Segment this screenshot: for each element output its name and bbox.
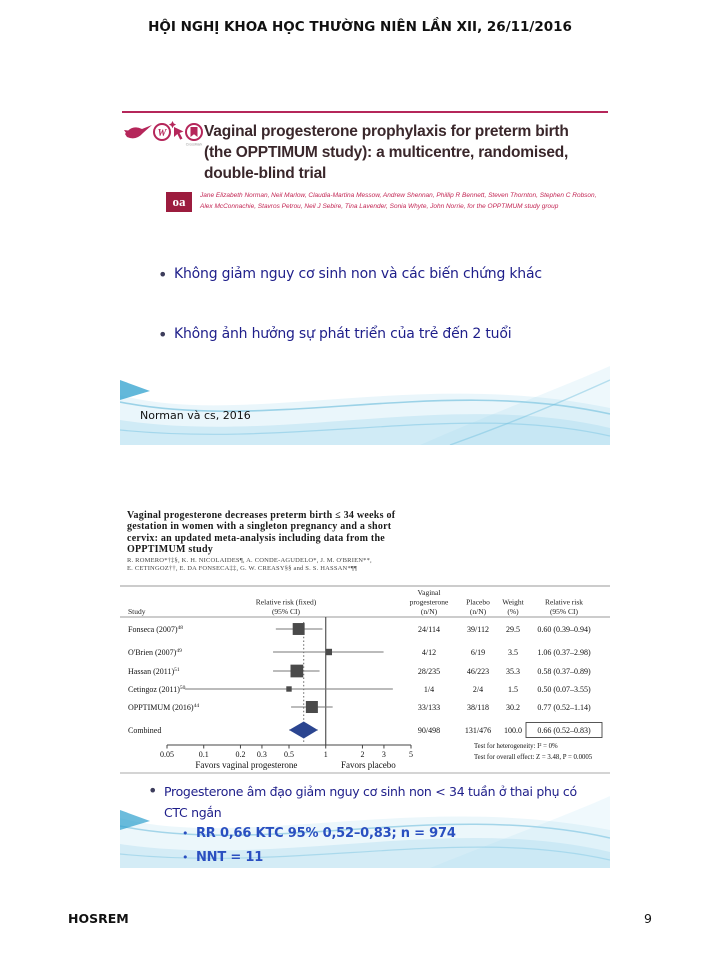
svg-text:24/114: 24/114 xyxy=(418,624,440,634)
svg-text:W: W xyxy=(157,128,167,139)
bullet-marker: • xyxy=(158,325,168,344)
svg-text:1: 1 xyxy=(323,750,328,759)
svg-text:Weight: Weight xyxy=(502,597,524,607)
svg-text:2/4: 2/4 xyxy=(472,684,484,694)
svg-text:2: 2 xyxy=(360,750,365,759)
svg-text:90/498: 90/498 xyxy=(417,725,441,735)
slide-1 xyxy=(120,85,610,445)
sub-bullet-item xyxy=(182,849,592,867)
svg-text:39/112: 39/112 xyxy=(467,624,489,634)
svg-text:33/133: 33/133 xyxy=(417,702,441,712)
svg-text:0.50 (0.07–3.55): 0.50 (0.07–3.55) xyxy=(537,684,591,694)
svg-text:Vaginal: Vaginal xyxy=(417,588,441,597)
bullet-item xyxy=(158,325,610,344)
lancet-rule xyxy=(122,111,608,113)
lancet-logo-icons xyxy=(124,121,204,155)
svg-text:0.58 (0.37–0.89): 0.58 (0.37–0.89) xyxy=(537,666,591,676)
authors-line: R. ROMERO*†‡§, K. H. NICOLAIDES¶, A. CONDE-AGUDELO*, J. M. O'BRIEN**, xyxy=(127,557,372,564)
svg-text:Relative risk (fixed): Relative risk (fixed) xyxy=(255,597,317,607)
svg-text:(n/N): (n/N) xyxy=(420,607,438,616)
crossmark-label: CrossMark xyxy=(185,142,203,147)
svg-text:Test for heterogeneity: I² = 0: Test for heterogeneity: I² = 0% xyxy=(474,743,558,750)
svg-text:46/223: 46/223 xyxy=(466,666,490,676)
svg-text:0.2: 0.2 xyxy=(235,750,246,759)
svg-text:100.0: 100.0 xyxy=(504,725,522,735)
svg-text:Combined: Combined xyxy=(128,726,162,735)
svg-text:0.77 (0.52–1.14): 0.77 (0.52–1.14) xyxy=(537,702,591,712)
svg-text:(95% CI): (95% CI) xyxy=(549,607,579,616)
citation: Norman và cs, 2016 xyxy=(140,409,251,422)
svg-text:Test for overall effect: Z = 3: Test for overall effect: Z = 3.48, P = 0.0005 xyxy=(474,754,593,761)
authors-line: Jane Elizabeth Norman, Neil Marlow, Claudia-Martina Messow, Andrew Shennan, Phillip R Bennett, Steven Thornton, Stephen C Robson, xyxy=(200,192,597,199)
bullet-text: NNT = 11 xyxy=(196,850,264,865)
svg-text:0.1: 0.1 xyxy=(198,750,209,759)
svg-text:progesterone: progesterone xyxy=(409,597,449,607)
svg-text:29.5: 29.5 xyxy=(506,624,520,634)
svg-text:(%): (%) xyxy=(507,607,519,616)
bullet-marker: • xyxy=(148,781,158,800)
slide-2 xyxy=(120,500,610,868)
svg-text:3.5: 3.5 xyxy=(508,647,518,657)
meta-authors xyxy=(127,557,557,573)
sub-bullet-item xyxy=(182,825,592,843)
svg-text:3: 3 xyxy=(381,750,386,759)
title-line: cervix: an updated meta-analysis including data from the xyxy=(127,532,385,544)
svg-text:Favors placebo: Favors placebo xyxy=(340,760,396,770)
svg-text:Cetingoz (2011)50: Cetingoz $(2011)^{50}$ xyxy=(128,685,186,694)
svg-text:0.05: 0.05 xyxy=(160,750,174,759)
svg-text:(95% CI): (95% CI) xyxy=(271,607,301,616)
svg-text:28/235: 28/235 xyxy=(417,666,441,676)
title-line: Vaginal progesterone prophylaxis for preterm birth xyxy=(204,123,569,140)
svg-text:0.66 (0.52–0.83): 0.66 (0.52–0.83) xyxy=(537,725,591,735)
meta-paper-title xyxy=(127,510,561,556)
svg-text:Favors vaginal progesterone: Favors vaginal progesterone xyxy=(195,760,298,770)
svg-text:0.3: 0.3 xyxy=(256,750,267,759)
svg-text:Placebo: Placebo xyxy=(466,597,490,607)
svg-text:(n/N): (n/N) xyxy=(469,607,487,616)
svg-text:5: 5 xyxy=(409,750,413,759)
star-icon xyxy=(169,121,176,128)
svg-text:35.3: 35.3 xyxy=(506,666,520,676)
svg-text:1.06 (0.37–2.98): 1.06 (0.37–2.98) xyxy=(537,647,591,657)
footer-organization: HOSREM xyxy=(68,911,129,926)
cursor-icon xyxy=(174,127,184,140)
bullet-text: Progesterone âm đạo giảm nguy cơ sinh non < 34 tuần ở thai phụ có CTC ngắn xyxy=(164,784,577,820)
bullet-item xyxy=(148,781,600,823)
svg-text:0.5: 0.5 xyxy=(284,750,294,759)
open-access-badge: oa xyxy=(166,192,192,212)
title-line: gestation in women with a singleton pregnancy and a short xyxy=(127,521,392,533)
svg-text:6/19: 6/19 xyxy=(470,647,486,657)
bullet-marker: • xyxy=(182,851,189,864)
title-line: double-blind trial xyxy=(204,165,327,182)
svg-text:0.60 (0.39–0.94): 0.60 (0.39–0.94) xyxy=(537,624,591,634)
authors-line: Alex McConnachie, Stavros Petrou, Neil J Sebire, Tina Lavender, Sonia Whyte, John Norrie, for the OPPTIMUM study group xyxy=(200,202,559,210)
svg-text:Fonseca (2007)48: Fonseca $(2007)^{48}$ xyxy=(128,625,184,634)
wave-accent-shape xyxy=(120,380,150,400)
svg-text:131/476: 131/476 xyxy=(464,725,492,735)
svg-text:1/4: 1/4 xyxy=(423,684,435,694)
bullet-marker: • xyxy=(182,827,189,840)
bullet-text: RR 0,66 KTC 95% 0,52–0,83; n = 974 xyxy=(196,826,456,841)
svg-text:O'Brien (2007)49: O'Brien $(2007)^{49}$ xyxy=(128,648,182,657)
svg-text:Hassan (2011)51: Hassan $(2011)^{51}$ xyxy=(128,667,180,676)
svg-text:1.5: 1.5 xyxy=(508,684,518,694)
bullet-text: Không giảm nguy cơ sinh non và các biến chứng khác xyxy=(174,266,542,282)
page-number: 9 xyxy=(644,911,652,926)
title-line: OPPTIMUM study xyxy=(127,544,213,556)
lancet-paper-title xyxy=(204,121,608,184)
svg-text:4/12: 4/12 xyxy=(421,647,437,657)
svg-text:Study: Study xyxy=(128,607,146,616)
svg-text:30.2: 30.2 xyxy=(506,702,520,712)
title-line: Vaginal progesterone decreases preterm birth ≤ 34 weeks of xyxy=(127,510,396,521)
bullet-text: Không ảnh hưởng sự phát triển của trẻ đến 2 tuổi xyxy=(174,326,512,342)
page-header: HỘI NGHỊ KHOA HỌC THƯỜNG NIÊN LẦN XII, 26/11/2016 xyxy=(148,19,572,35)
svg-text:38/118: 38/118 xyxy=(467,702,489,712)
svg-text:OPPTIMUM (2016)44: OPPTIMUM $(2016)^{44}$ xyxy=(128,703,200,712)
wave-decoration xyxy=(120,350,610,445)
forest-plot xyxy=(120,580,610,780)
lancet-authors xyxy=(200,191,610,212)
title-line: (the OPPTIMUM study): a multicentre, randomised, xyxy=(204,144,569,161)
bullet-marker: • xyxy=(158,265,168,284)
w-circle-icon xyxy=(154,124,170,140)
bullet-item xyxy=(158,265,610,284)
crossmark-icon xyxy=(186,124,203,147)
bird-icon xyxy=(124,125,152,138)
authors-line: E. CETINGOZ††, E. DA FONSECA‡‡, G. W. CREASY§§ and S. S. HASSAN*¶¶ xyxy=(127,564,358,572)
svg-text:Relative risk: Relative risk xyxy=(544,597,584,607)
